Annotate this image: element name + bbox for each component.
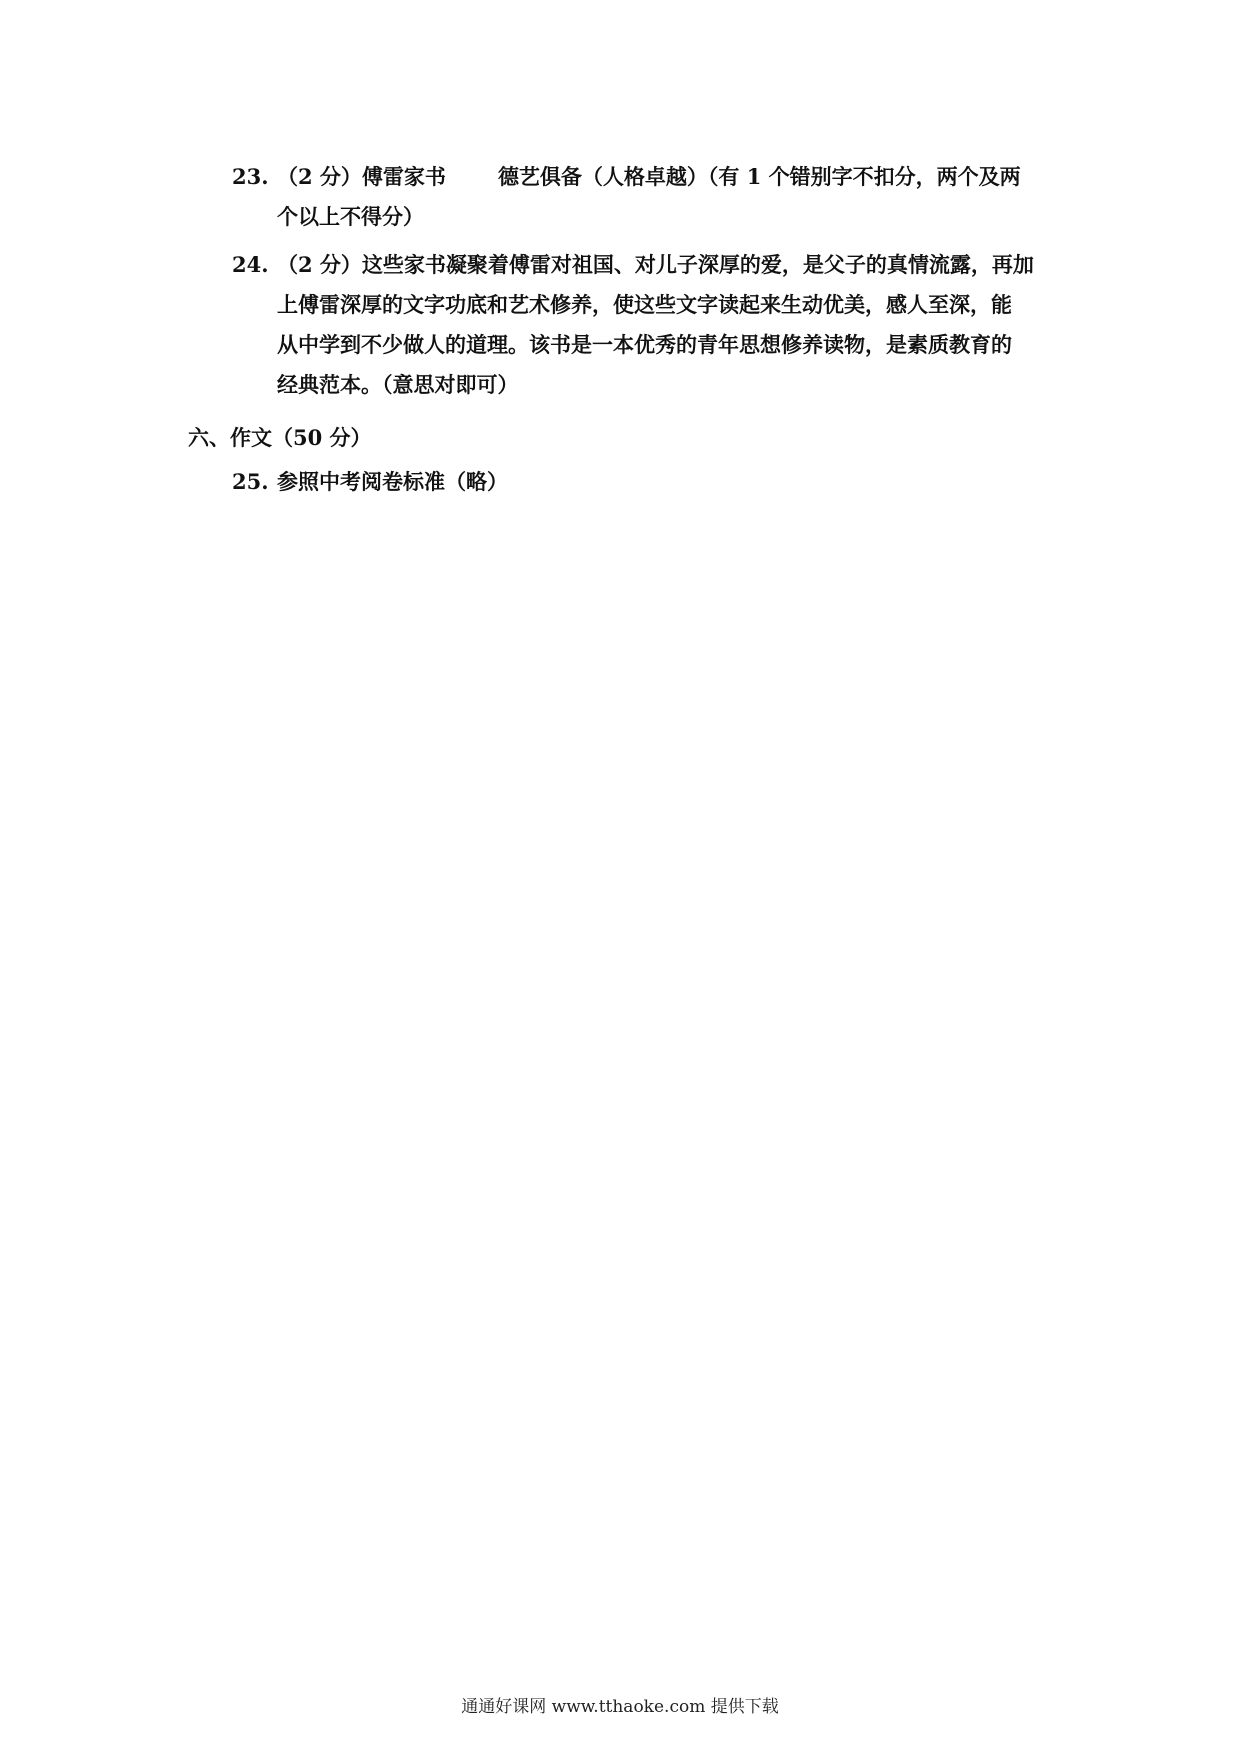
answer-23-line-1 [232, 157, 1062, 197]
answer-24-text-3: 从中学到不少做人的道理。该书是一本优秀的青年思想修养读物，是素质教育的 [277, 332, 1012, 357]
answer-24-text-1: （2 分）这些家书凝聚着傅雷对祖国、对儿子深厚的爱，是父子的真情流露，再加 [277, 252, 1034, 277]
answer-23-part-2: 德艺俱备（人格卓越）（有 1 个错别字不扣分，两个及两 [497, 164, 1021, 189]
answer-25-text: 参照中考阅卷标准（略） [277, 469, 508, 494]
answer-24-line-1 [232, 245, 1062, 285]
answer-25-number: 25. [232, 469, 269, 494]
answer-23-line-2 [232, 197, 1062, 237]
answer-23-number: 23. [232, 164, 269, 189]
answer-25 [232, 462, 1032, 502]
answer-24-line-2 [232, 285, 1062, 325]
answer-24-line-4 [232, 365, 1062, 405]
answer-23-continuation: 个以上不得分） [277, 204, 424, 229]
answer-24-line-3 [232, 325, 1062, 365]
answer-23-part-1: （2 分）傅雷家书 [277, 164, 446, 189]
answer-24-text-4: 经典范本。（意思对即可） [277, 372, 519, 397]
answer-24-text-2: 上傅雷深厚的文字功底和艺术修养，使这些文字读起来生动优美，感人至深，能 [277, 292, 1012, 317]
section-6-heading [188, 418, 988, 458]
section-6-title: 六、作文（50 分） [188, 425, 372, 450]
answer-24-number: 24. [232, 252, 269, 277]
answer-25-line [232, 462, 1032, 502]
answer-24 [232, 245, 1062, 405]
page-footer: 通通好课网 www.tthaoke.com 提供下载 [461, 1697, 779, 1717]
answer-23 [232, 157, 1062, 237]
